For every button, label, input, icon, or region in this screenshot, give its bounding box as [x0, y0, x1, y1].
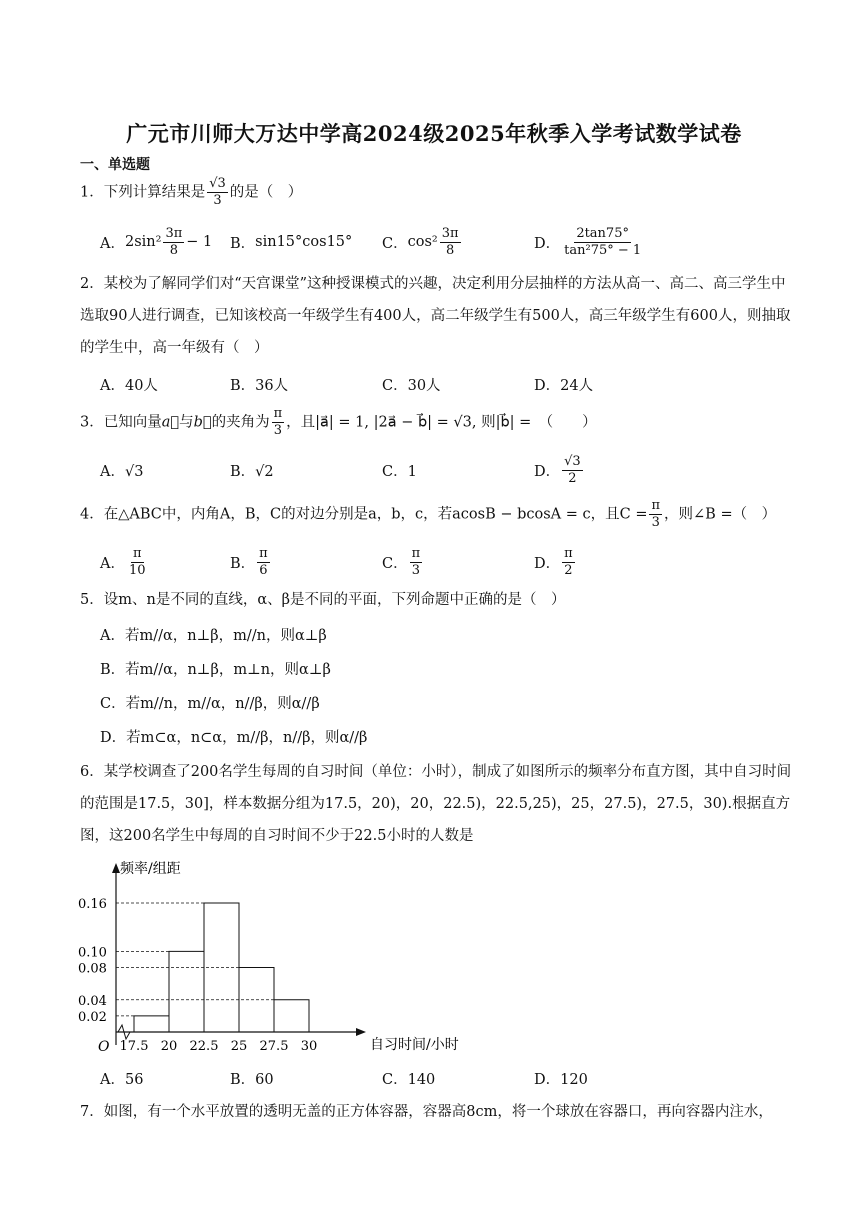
q1-frac-num: √3	[209, 176, 226, 191]
histogram-bar-1	[134, 1016, 169, 1032]
q2-option-b[interactable]: B．36人	[230, 377, 289, 394]
page-title: 广元市川师大万达中学高2024级2025年秋季入学考试数学试卷	[126, 121, 742, 146]
q4-a-fraction	[127, 546, 148, 579]
q4-b-fraction	[257, 546, 270, 579]
q4-option-a[interactable]	[100, 542, 150, 582]
question-6-stem: 6．某学校调查了200名学生每周的自习时间（单位：小时），制成了如图所示的频率分布直方图，其中自习时间的范围是17.5，30]，样本数据分组为17.5，20)，20，22.5)，22.5,25)，25，27.5)，27.5，30).根据直方图，这200名学生中每周的自习时间不少于22.5小时的人数是	[80, 764, 792, 844]
q5-option-d[interactable]: D．若m⊂α，n⊂α，m//β，n//β，则α//β	[100, 730, 368, 746]
y-tick-label-4: 0.10	[78, 945, 107, 961]
q6-option-c[interactable]: C．140	[382, 1071, 436, 1088]
y-axis-arrow	[112, 863, 120, 873]
x-tick-label-6: 30	[300, 1039, 318, 1054]
y-tick-label-3: 0.08	[78, 961, 107, 977]
q1-c-pre: cos²	[407, 234, 438, 250]
question-3-options	[100, 450, 800, 490]
histogram-y-ticks	[78, 897, 107, 1025]
q3-option-d[interactable]	[534, 450, 585, 490]
q1-a-post: − 1	[186, 234, 213, 250]
q1-a-label: A．	[100, 235, 125, 252]
q1-d-fraction	[562, 226, 643, 259]
q3-angle-fraction	[272, 406, 285, 439]
q4-a-den: 10	[128, 562, 146, 578]
q1-option-d[interactable]	[534, 222, 645, 262]
histogram-chart	[70, 855, 470, 1060]
q3-vector-b: b⃗	[193, 414, 212, 431]
q3-d-fraction	[562, 454, 583, 487]
q1-option-b[interactable]	[230, 222, 352, 262]
q1-stem-post: 的是（ ）	[229, 184, 303, 201]
q5-option-a[interactable]: A．若m//α，n⊥β，m//n，则α⊥β	[100, 628, 327, 644]
q1-d-num: 2tan75°	[576, 225, 629, 241]
question-2-stem: 2．某校为了解同学们对“天宫课堂”这种授课模式的兴趣，决定利用分层抽样的方法从高一、高二、高三学生中选取90人进行调查，已知该校高一年级学生有400人，高二年级学生有500人，高三年级学生有600人，则抽取的学生中，高一年级有（ ）	[80, 276, 791, 356]
q3-stem-post: ，且|a⃗| = 1, |2a⃗ − b⃗| = √3, 则|b⃗| = （ ）	[286, 414, 597, 431]
x-tick-label-3: 22.5	[189, 1039, 219, 1054]
q1-stem-pre: 1．下列计算结果是	[80, 184, 206, 201]
question-5-stem: 5．设m、n是不同的直线，α、β是不同的平面，下列命题中正确的是（ ）	[80, 592, 566, 608]
q4-d-fraction	[562, 546, 575, 579]
question-1-options	[100, 222, 800, 262]
q3-angle-text: 的夹角为	[211, 414, 270, 431]
q4-d-num: π	[564, 545, 573, 561]
q4-d-den: 2	[564, 562, 573, 578]
q6-option-d[interactable]: D．120	[534, 1071, 588, 1088]
q4-c-num: π	[651, 498, 661, 513]
histogram-bar-5	[274, 1000, 309, 1032]
q1-c-fraction	[440, 226, 461, 259]
q4-option-d[interactable]	[534, 542, 577, 582]
q1-c-label: C．	[382, 235, 408, 252]
y-tick-label-5: 0.16	[78, 897, 107, 912]
q4-c-fraction	[649, 498, 662, 531]
q1-b-label: B．	[230, 235, 256, 252]
q4-b-label: B．	[230, 555, 256, 572]
q1-a-fraction	[163, 226, 184, 259]
q4-stem-post: ，则∠B =（ ）	[664, 506, 777, 523]
histogram-x-ticks	[120, 1039, 318, 1054]
section-heading: 一、单选题	[80, 157, 150, 173]
q3-option-b[interactable]: B．√2	[230, 463, 274, 480]
q1-d-den: tan²75° − 1	[564, 242, 642, 258]
q1-c-num: 3π	[441, 225, 459, 241]
q4-option-b[interactable]	[230, 542, 272, 582]
y-tick-label-2: 0.04	[78, 993, 107, 1009]
q4-c-opt-num: π	[411, 545, 421, 561]
q1-a-den: 8	[169, 242, 178, 258]
q2-option-c[interactable]: C．30人	[382, 377, 441, 394]
question-3-stem	[80, 406, 597, 439]
q6-option-a[interactable]: A．56	[100, 1071, 144, 1088]
q3-d-label: D．	[534, 463, 561, 480]
q3-option-a[interactable]: A．√3	[100, 463, 144, 480]
q5-option-c[interactable]: C．若m//n，m//α，n//β，则α//β	[100, 696, 320, 712]
q4-b-den: 6	[259, 562, 268, 578]
q3-option-c[interactable]: C．1	[382, 463, 417, 480]
question-4-options	[100, 542, 800, 582]
q1-stem-fraction	[207, 176, 228, 209]
q3-vector-a: a⃗	[161, 414, 180, 431]
q3-stem-pre: 3．已知向量	[80, 414, 162, 431]
q4-c-opt-fraction	[410, 546, 423, 579]
question-6-options	[100, 1058, 800, 1098]
question-4-stem	[80, 498, 776, 531]
q1-frac-den: 3	[213, 193, 222, 208]
q3-angle-num: π	[273, 406, 283, 421]
q2-option-d[interactable]: D．24人	[534, 377, 594, 394]
q1-option-a[interactable]	[100, 222, 212, 262]
q6-option-b[interactable]: B．60	[230, 1071, 274, 1088]
q1-d-label: D．	[534, 235, 561, 252]
question-7-stem: 7．如图，有一个水平放置的透明无盖的正方体容器，容器高8cm，将一个球放在容器口，再向容器内注水，	[80, 1104, 773, 1120]
q3-d-num: √3	[564, 453, 581, 469]
histogram-bar-2	[169, 951, 204, 1032]
q5-option-b[interactable]: B．若m//α，n⊥β，m⊥n，则α⊥β	[100, 662, 331, 678]
q1-b-text: sin15°cos15°	[255, 234, 353, 250]
q4-option-c[interactable]	[382, 542, 424, 582]
q4-d-label: D．	[534, 555, 561, 572]
x-tick-label-2: 20	[160, 1039, 178, 1054]
histogram-gridlines	[116, 903, 274, 1016]
q3-angle-den: 3	[273, 423, 282, 438]
question-2-options	[100, 364, 800, 404]
q1-option-c[interactable]	[382, 222, 463, 262]
x-axis-label: 自习时间/小时	[370, 1037, 459, 1053]
q4-a-num: π	[132, 545, 142, 561]
q1-a-pre: 2sin²	[124, 234, 162, 250]
q4-c-den: 3	[651, 515, 660, 530]
q1-c-den: 8	[445, 242, 455, 258]
q3-d-den: 2	[568, 470, 577, 486]
q4-c-label: C．	[382, 555, 408, 572]
q3-and: 与	[179, 414, 194, 431]
question-1-stem	[80, 176, 302, 209]
origin-label: O	[98, 1039, 110, 1055]
y-tick-label-1: 0.02	[78, 1009, 107, 1025]
x-tick-label-1: 17.5	[119, 1039, 149, 1054]
q4-a-label: A．	[100, 555, 125, 572]
q4-stem-pre: 4．在△ABC中，内角A，B，C的对边分别是a，b，c，若acosB − bcosA = c，且C =	[80, 506, 648, 523]
q4-c-opt-den: 3	[411, 562, 421, 578]
y-axis-label: 频率/组距	[120, 861, 181, 877]
x-axis-arrow	[356, 1028, 366, 1036]
q4-b-num: π	[259, 545, 268, 561]
x-tick-label-4: 25	[230, 1039, 248, 1054]
x-tick-label-5: 27.5	[259, 1039, 289, 1054]
q2-option-a[interactable]: A．40人	[100, 377, 158, 394]
q1-a-num: 3π	[165, 225, 183, 241]
